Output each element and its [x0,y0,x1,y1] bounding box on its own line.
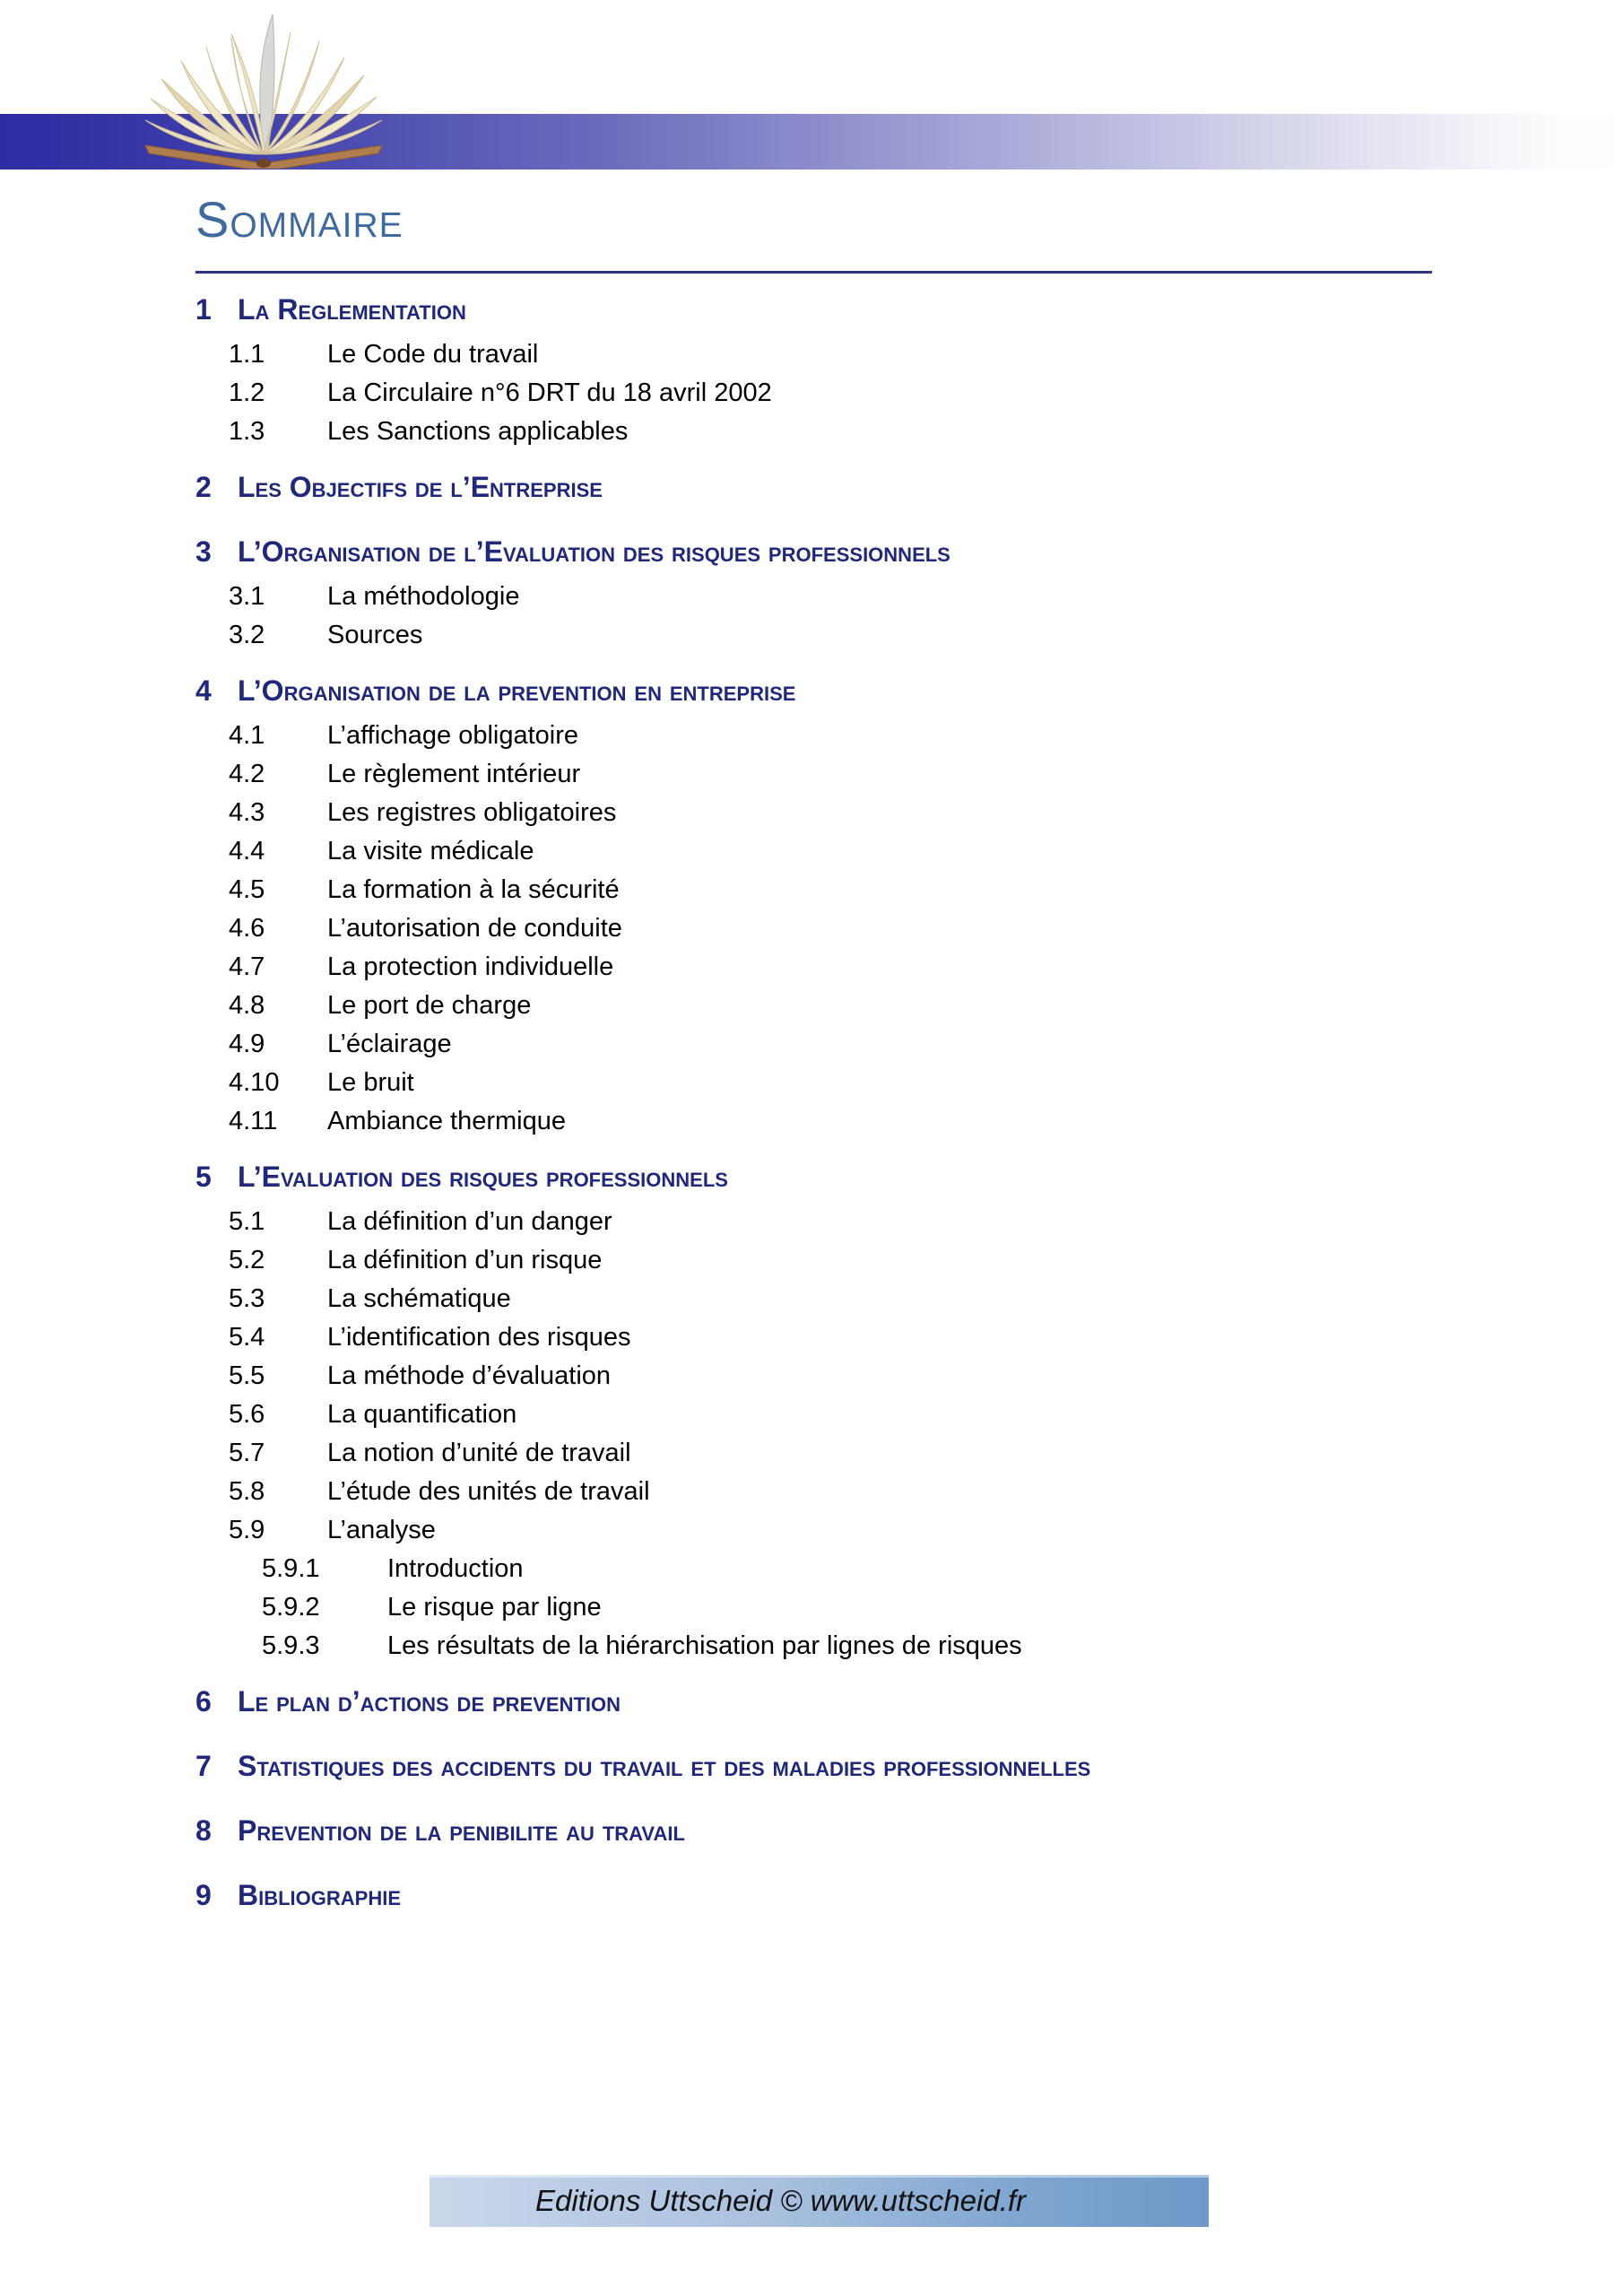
section-heading [195,1673,1432,1730]
item-number: 4.9 [229,1030,265,1058]
toc-item [229,871,1432,909]
toc-section [195,1802,1432,1859]
item-number: 5.7 [229,1439,265,1467]
toc-item [262,1588,1432,1627]
item-label: Ambiance thermique [327,1107,566,1135]
section-number: 1 [195,293,212,326]
section-title: Bibliographie [238,1879,402,1911]
item-number: 4.2 [229,760,265,788]
item-number: 5.4 [229,1323,265,1352]
item-label: La méthode d’évaluation [327,1361,612,1390]
item-label: La visite médicale [327,837,534,865]
item-label: L’analyse [327,1516,436,1544]
item-number: 4.6 [229,914,265,943]
toc-section [195,523,1432,655]
item-label: Le Code du travail [327,340,539,369]
section-number: 8 [195,1814,212,1847]
item-number: 3.1 [229,582,265,611]
content [195,191,1432,1924]
item-label: La Circulaire n°6 DRT du 18 avril 2002 [327,378,772,407]
footer-bar [430,2175,1209,2227]
toc-item [229,1025,1432,1064]
item-number: 5.9.2 [262,1593,320,1622]
item-number: 5.5 [229,1361,265,1390]
section-number: 7 [195,1750,212,1782]
toc-item [229,374,1432,413]
toc-section [195,1866,1432,1924]
item-label: La définition d’un danger [327,1207,612,1236]
toc-section [195,458,1432,516]
section-title: Les Objectifs de l’Entreprise [238,471,603,503]
section-number: 4 [195,674,212,707]
toc-item [229,1434,1432,1473]
item-number: 4.1 [229,721,265,750]
toc-item [229,1473,1432,1511]
section-heading [195,1866,1432,1924]
item-label: La notion d’unité de travail [327,1439,631,1467]
item-number: 4.3 [229,798,265,827]
toc-items [195,578,1432,655]
toc-item [262,1550,1432,1588]
section-title: L’Organisation de l’Evaluation des risques professionnels [238,535,950,568]
toc-item [229,1511,1432,1550]
toc-items [195,1203,1432,1665]
section-number: 3 [195,535,212,568]
section-number: 6 [195,1685,212,1718]
section-heading [195,523,1432,580]
section-number: 5 [195,1161,212,1193]
toc-item [229,909,1432,948]
item-label: Les Sanctions applicables [327,417,629,446]
item-number: 5.9.3 [262,1631,320,1660]
item-number: 1.3 [229,417,265,446]
toc-section [195,1148,1432,1665]
item-label: Les registres obligatoires [327,798,617,827]
item-number: 1.1 [229,340,265,369]
toc-item [229,948,1432,987]
footer-text: Editions Uttscheid © www.uttscheid.fr [534,2184,1027,2217]
item-number: 4.5 [229,875,265,904]
toc-item [229,987,1432,1025]
section-title: L’Organisation de la prevention en entreprise [238,674,796,707]
toc-item [229,717,1432,755]
toc-item [229,755,1432,794]
toc-item [229,832,1432,871]
item-label: La protection individuelle [327,952,614,981]
section-heading [195,1148,1432,1205]
table-of-contents [195,281,1432,1924]
item-label: L’étude des unités de travail [327,1477,650,1506]
item-number: 5.6 [229,1400,265,1429]
item-label: Le port de charge [327,991,532,1020]
section-number: 2 [195,471,212,503]
section-heading [195,662,1432,719]
item-label: La schématique [327,1284,511,1313]
title-rule [195,271,1432,274]
section-number: 9 [195,1879,212,1911]
toc-items [195,717,1432,1141]
page-title: Sommaire [195,191,404,248]
section-title: Prevention de la penibilite au travail [238,1814,685,1847]
toc-item [262,1627,1432,1665]
item-label: L’affichage obligatoire [327,721,579,750]
item-label: Les résultats de la hiérarchisation par lignes de risques [387,1631,1022,1660]
item-number: 4.11 [229,1107,278,1135]
toc-item [229,616,1432,655]
toc-item [229,1396,1432,1434]
item-number: 5.1 [229,1207,265,1236]
item-label: La méthodologie [327,582,520,611]
item-label: La formation à la sécurité [327,875,620,904]
toc-item [229,1357,1432,1396]
item-number: 5.9 [229,1516,265,1544]
toc-item [229,413,1432,451]
item-number: 5.2 [229,1246,265,1274]
toc-item [229,1318,1432,1357]
item-label: La quantification [327,1400,517,1429]
item-label: Introduction [387,1554,524,1583]
item-label: Le bruit [327,1068,414,1097]
toc-item [229,1064,1432,1102]
open-book-icon [142,11,386,169]
toc-section [195,1737,1432,1795]
toc-items [195,335,1432,451]
item-number: 5.8 [229,1477,265,1506]
section-heading [195,281,1432,338]
section-heading [195,458,1432,516]
item-label: L’éclairage [327,1030,452,1058]
toc-section [195,281,1432,451]
section-title: Le plan d’actions de prevention [238,1685,621,1718]
toc-item [229,1280,1432,1318]
item-number: 4.7 [229,952,265,981]
toc-section [195,1673,1432,1730]
toc-item [229,578,1432,616]
section-heading [195,1737,1432,1795]
toc-section [195,662,1432,1141]
item-label: Le risque par ligne [387,1593,602,1622]
item-number: 1.2 [229,378,265,407]
section-title: La Reglementation [238,293,466,326]
item-number: 4.8 [229,991,265,1020]
item-label: Sources [327,621,423,649]
toc-item [229,1102,1432,1141]
item-number: 3.2 [229,621,265,649]
section-title: L’Evaluation des risques professionnels [238,1161,728,1193]
item-number: 5.3 [229,1284,265,1313]
item-number: 4.10 [229,1068,280,1097]
item-label: La définition d’un risque [327,1246,603,1274]
section-title: Statistiques des accidents du travail et des maladies professionnelles [238,1750,1091,1782]
item-number: 4.4 [229,837,265,865]
toc-item [229,794,1432,832]
item-number: 5.9.1 [262,1554,320,1583]
item-label: L’autorisation de conduite [327,914,622,943]
section-heading [195,1802,1432,1859]
item-label: L’identification des risques [327,1323,631,1352]
item-label: Le règlement intérieur [327,760,581,788]
toc-item [229,335,1432,374]
toc-item [229,1203,1432,1241]
toc-item [229,1241,1432,1280]
